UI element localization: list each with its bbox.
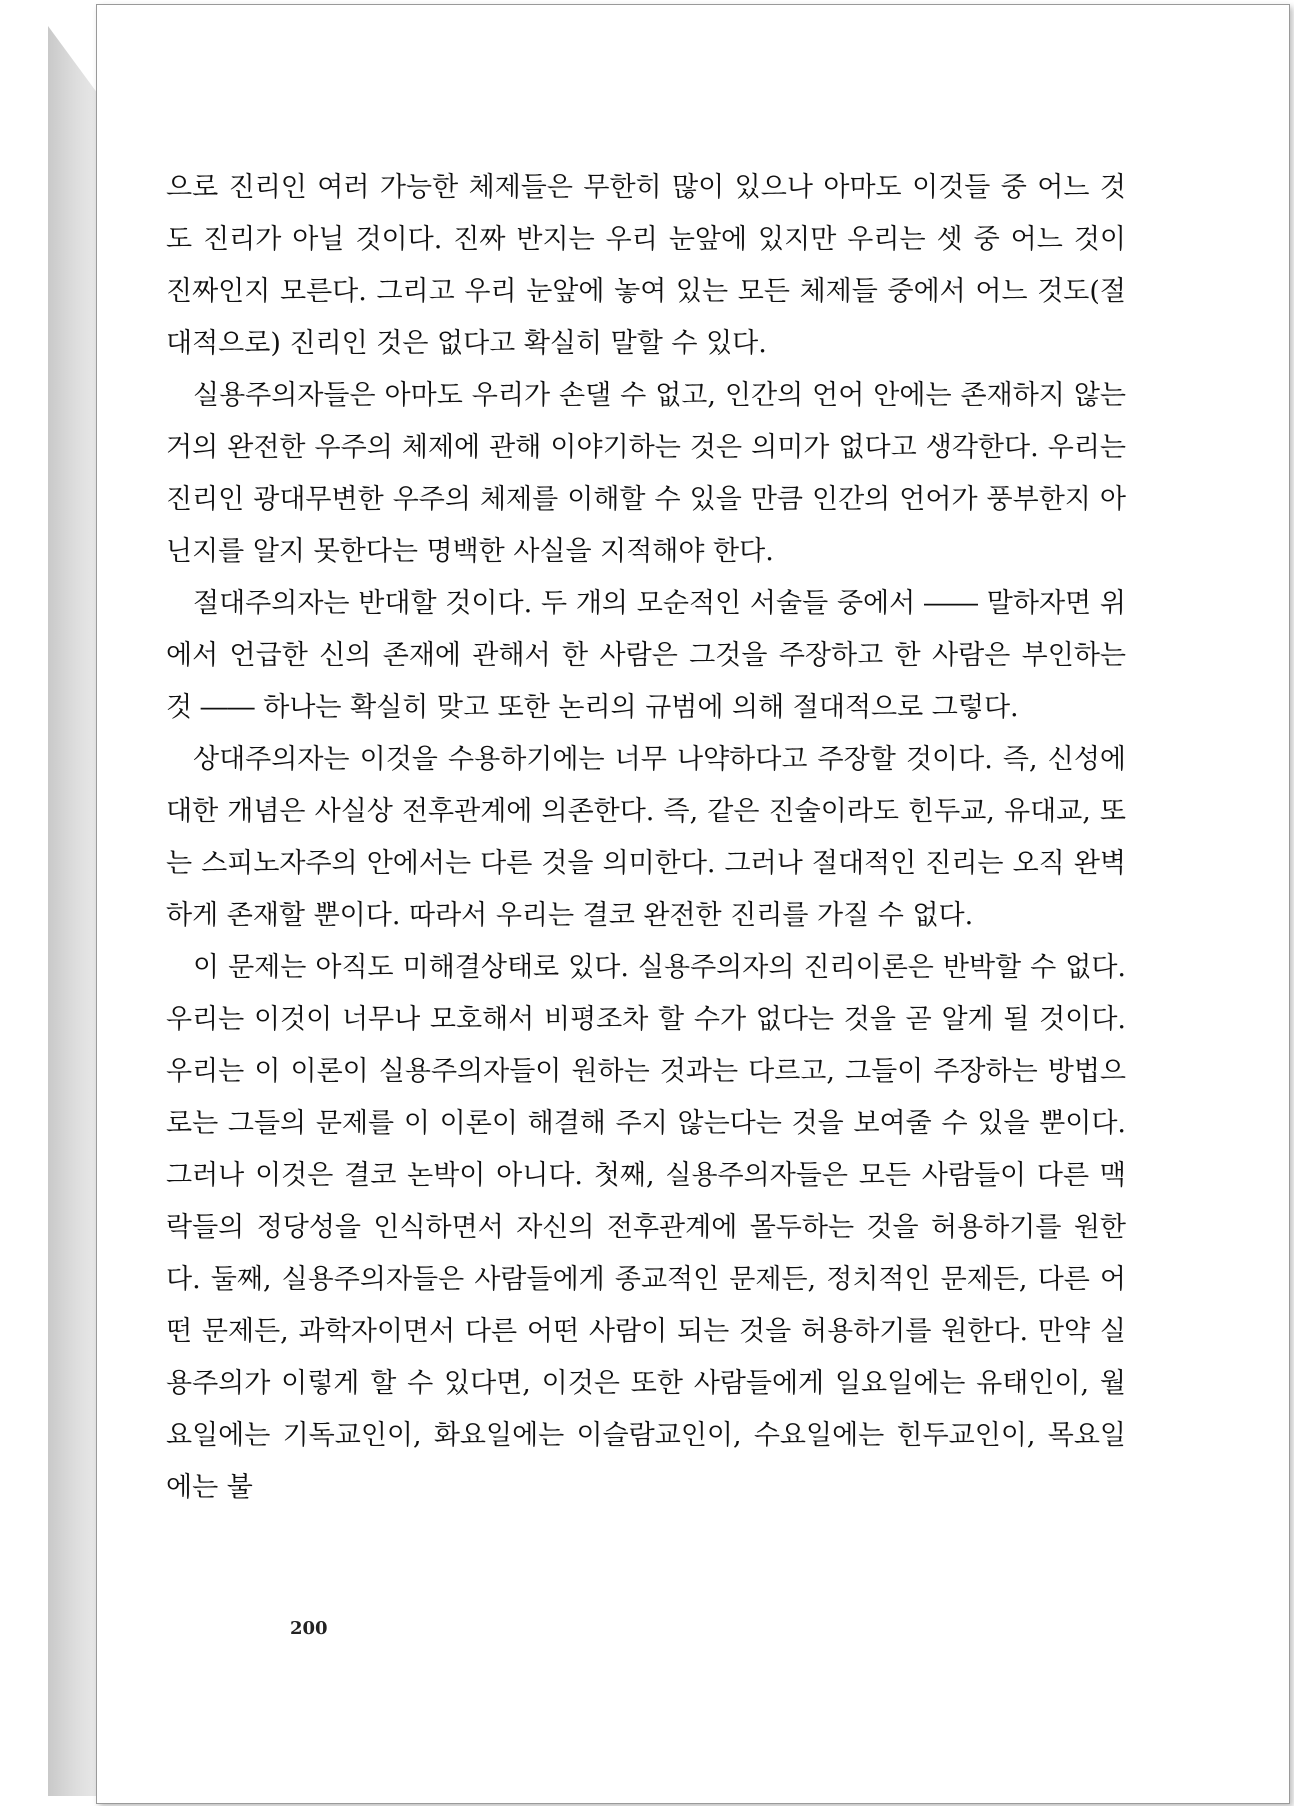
- paragraph-relativists: 상대주의자는 이것을 수용하기에는 너무 나약하다고 주장할 것이다. 즉, 신성에 대한 개념은 사실상 전후관계에 의존한다. 즉, 같은 진술이라도 힌두교, 유대교, 또는 스피노자주의 안에서는 다른 것을 의미한다. 그러나 절대적인 진리는 오직 완벽하게 존재할 뿐이다. 따라서 우리는 결코 완전한 진리를 가질 수 없다.: [166, 744, 1126, 931]
- book-spine: [48, 26, 100, 1796]
- paragraph-continuation: 으로 진리인 여러 가능한 체제들은 무한히 많이 있으나 아마도 이것들 중 어느 것도 진리가 아닐 것이다. 진짜 반지는 우리 눈앞에 있지만 우리는 셋 중 어느 것이 진짜인지 모른다. 그리고 우리 눈앞에 놓여 있는 모든 체제들 중에서 어느 것도(절대적으로) 진리인 것은 없다고 확실히 말할 수 있다.: [166, 172, 1126, 359]
- paragraph-absolutists: 절대주의자는 반대할 것이다. 두 개의 모순적인 서술들 중에서 ―― 말하자면 위에서 언급한 신의 존재에 관해서 한 사람은 그것을 주장하고 한 사람은 부인하는 것 ―― 하나는 확실히 맞고 또한 논리의 규범에 의해 절대적으로 그렇다.: [166, 588, 1126, 723]
- page-number: 200: [290, 1618, 328, 1639]
- paragraph-unresolved: 이 문제는 아직도 미해결상태로 있다. 실용주의자의 진리이론은 반박할 수 없다. 우리는 이것이 너무나 모호해서 비평조차 할 수가 없다는 것을 곧 알게 될 것이다. 우리는 이 이론이 실용주의자들이 원하는 것과는 다르고, 그들이 주장하는 방법으로는 그들의 문제를 이 이론이 해결해 주지 않는다는 것을 보여줄 수 있을 뿐이다. 그러나 이것은 결코 논박이 아니다. 첫째, 실용주의자들은 모든 사람들이 다른 맥락들의 정당성을 인식하면서 자신의 전후관계에 몰두하는 것을 허용하기를 원한다. 둘째, 실용주의자들은 사람들에게 종교적인 문제든, 정치적인 문제든, 다른 어떤 문제든, 과학자이면서 다른 어떤 사람이 되는 것을 허용하기를 원한다. 만약 실용주의가 이렇게 할 수 있다면, 이것은 또한 사람들에게 일요일에는 유태인이, 월요일에는 기독교인이, 화요일에는 이슬람교인이, 수요일에는 힌두교인이, 목요일에는 불: [166, 952, 1126, 1503]
- body-text: [166, 162, 1126, 1514]
- paragraph-pragmatists: 실용주의자들은 아마도 우리가 손댈 수 없고, 인간의 언어 안에는 존재하지 않는 거의 완전한 우주의 체제에 관해 이야기하는 것은 의미가 없다고 생각한다. 우리는 진리인 광대무변한 우주의 체제를 이해할 수 있을 만큼 인간의 언어가 풍부한지 아닌지를 알지 못한다는 명백한 사실을 지적해야 한다.: [166, 380, 1126, 567]
